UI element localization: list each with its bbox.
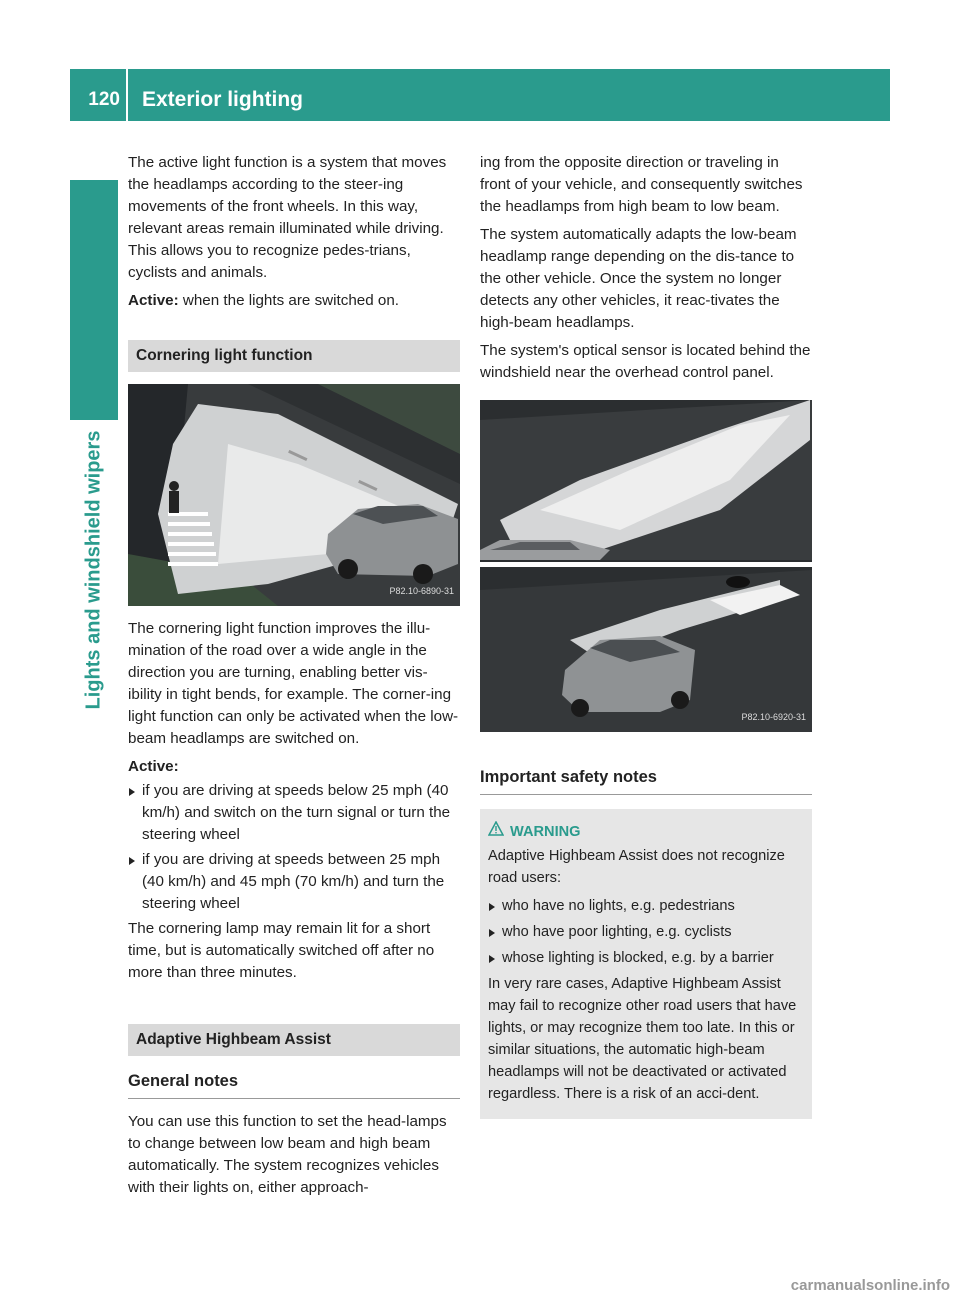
adaptive-highbeam-heading: Adaptive Highbeam Assist bbox=[128, 1024, 460, 1056]
warning-list bbox=[488, 895, 804, 969]
list-item: who have poor lighting, e.g. cyclists bbox=[488, 921, 804, 943]
left-column bbox=[128, 152, 460, 1205]
cornering-light-illustration bbox=[128, 384, 460, 606]
right-column bbox=[480, 152, 812, 1119]
sensor-paragraph: The system's optical sensor is located behind the windshield near the overhead control panel. bbox=[480, 342, 811, 381]
list-item: whose lighting is blocked, e.g. by a barrier bbox=[488, 947, 804, 969]
highbeam-assist-image bbox=[480, 400, 812, 732]
page-header bbox=[70, 69, 890, 121]
cornering-paragraph: The cornering light function improves the illu-mination of the road over a wide angle in the direction you are turning, enabling better vis-ibility in tight bends, for example. The corner-ing light function can only be activated when the low-beam headlamps are switched on. bbox=[128, 620, 459, 747]
active-label: Active: bbox=[128, 292, 179, 309]
highbeam-assist-illustration bbox=[480, 400, 812, 732]
active-conditions-list bbox=[128, 780, 460, 915]
active-line bbox=[128, 290, 460, 312]
page-number: 120 bbox=[88, 89, 120, 110]
cornering-lamp-paragraph: The cornering lamp may remain lit for a short time, but is automatically switched off after no more than three minutes. bbox=[128, 920, 435, 981]
warning-title-text: WARNING bbox=[510, 824, 581, 840]
warning-title bbox=[488, 821, 804, 843]
figure-code: P82.10-6920-31 bbox=[741, 712, 806, 722]
warning-box bbox=[480, 809, 812, 1119]
list-item: if you are driving at speeds below 25 mph (40 km/h) and switch on the turn signal or turn the steering wheel bbox=[128, 780, 460, 846]
warning-intro: Adaptive Highbeam Assist does not recognize road users: bbox=[488, 848, 785, 887]
cornering-light-image bbox=[128, 384, 460, 606]
active-text: when the lights are switched on. bbox=[178, 292, 400, 309]
watermark: carmanualsonline.info bbox=[790, 1277, 950, 1294]
sidebar-marker bbox=[70, 180, 118, 420]
cornering-heading: Cornering light function bbox=[128, 340, 460, 372]
warning-icon bbox=[488, 821, 504, 843]
continuation-paragraph: ing from the opposite direction or traveling in front of your vehicle, and consequently switches the headlamps from high beam to low beam. bbox=[480, 154, 803, 215]
active-label-2: Active: bbox=[128, 758, 179, 775]
safety-notes-heading: Important safety notes bbox=[480, 766, 812, 795]
general-notes-heading: General notes bbox=[128, 1070, 460, 1099]
list-item: if you are driving at speeds between 25 mph (40 km/h) and 45 mph (70 km/h) and turn the steering wheel bbox=[128, 849, 460, 915]
intro-paragraph: The active light function is a system that moves the headlamps according to the steer-ing movements of the front wheels. In this way, relevant areas remain illuminated while driving. This allows you to recognize pedes-trians, cyclists and animals. bbox=[128, 154, 447, 281]
general-notes-paragraph: You can use this function to set the head-lamps to change between low beam and high beam automatically. The system recognizes vehicles with their lights on, either approach- bbox=[128, 1113, 447, 1196]
sidebar-chapter-tab bbox=[70, 420, 118, 720]
list-item: who have no lights, e.g. pedestrians bbox=[488, 895, 804, 917]
warning-paragraph: In very rare cases, Adaptive Highbeam Assist may fail to recognize other road users that have lights, or may recognize them too late. In this or similar situations, the automatic high-beam headlamps will not be deactivated or activated regardless. There is a risk of an acci-dent. bbox=[488, 976, 797, 1103]
sidebar-chapter-label: Lights and windshield wipers bbox=[82, 430, 105, 710]
range-paragraph: The system automatically adapts the low-beam headlamp range depending on the dis-tance to the other vehicle. Once the system no longer detects any other vehicles, it reac-tivates the high-beam headlamps. bbox=[480, 226, 797, 331]
section-title: Exterior lighting bbox=[142, 88, 304, 111]
figure-code: P82.10-6890-31 bbox=[389, 586, 454, 596]
